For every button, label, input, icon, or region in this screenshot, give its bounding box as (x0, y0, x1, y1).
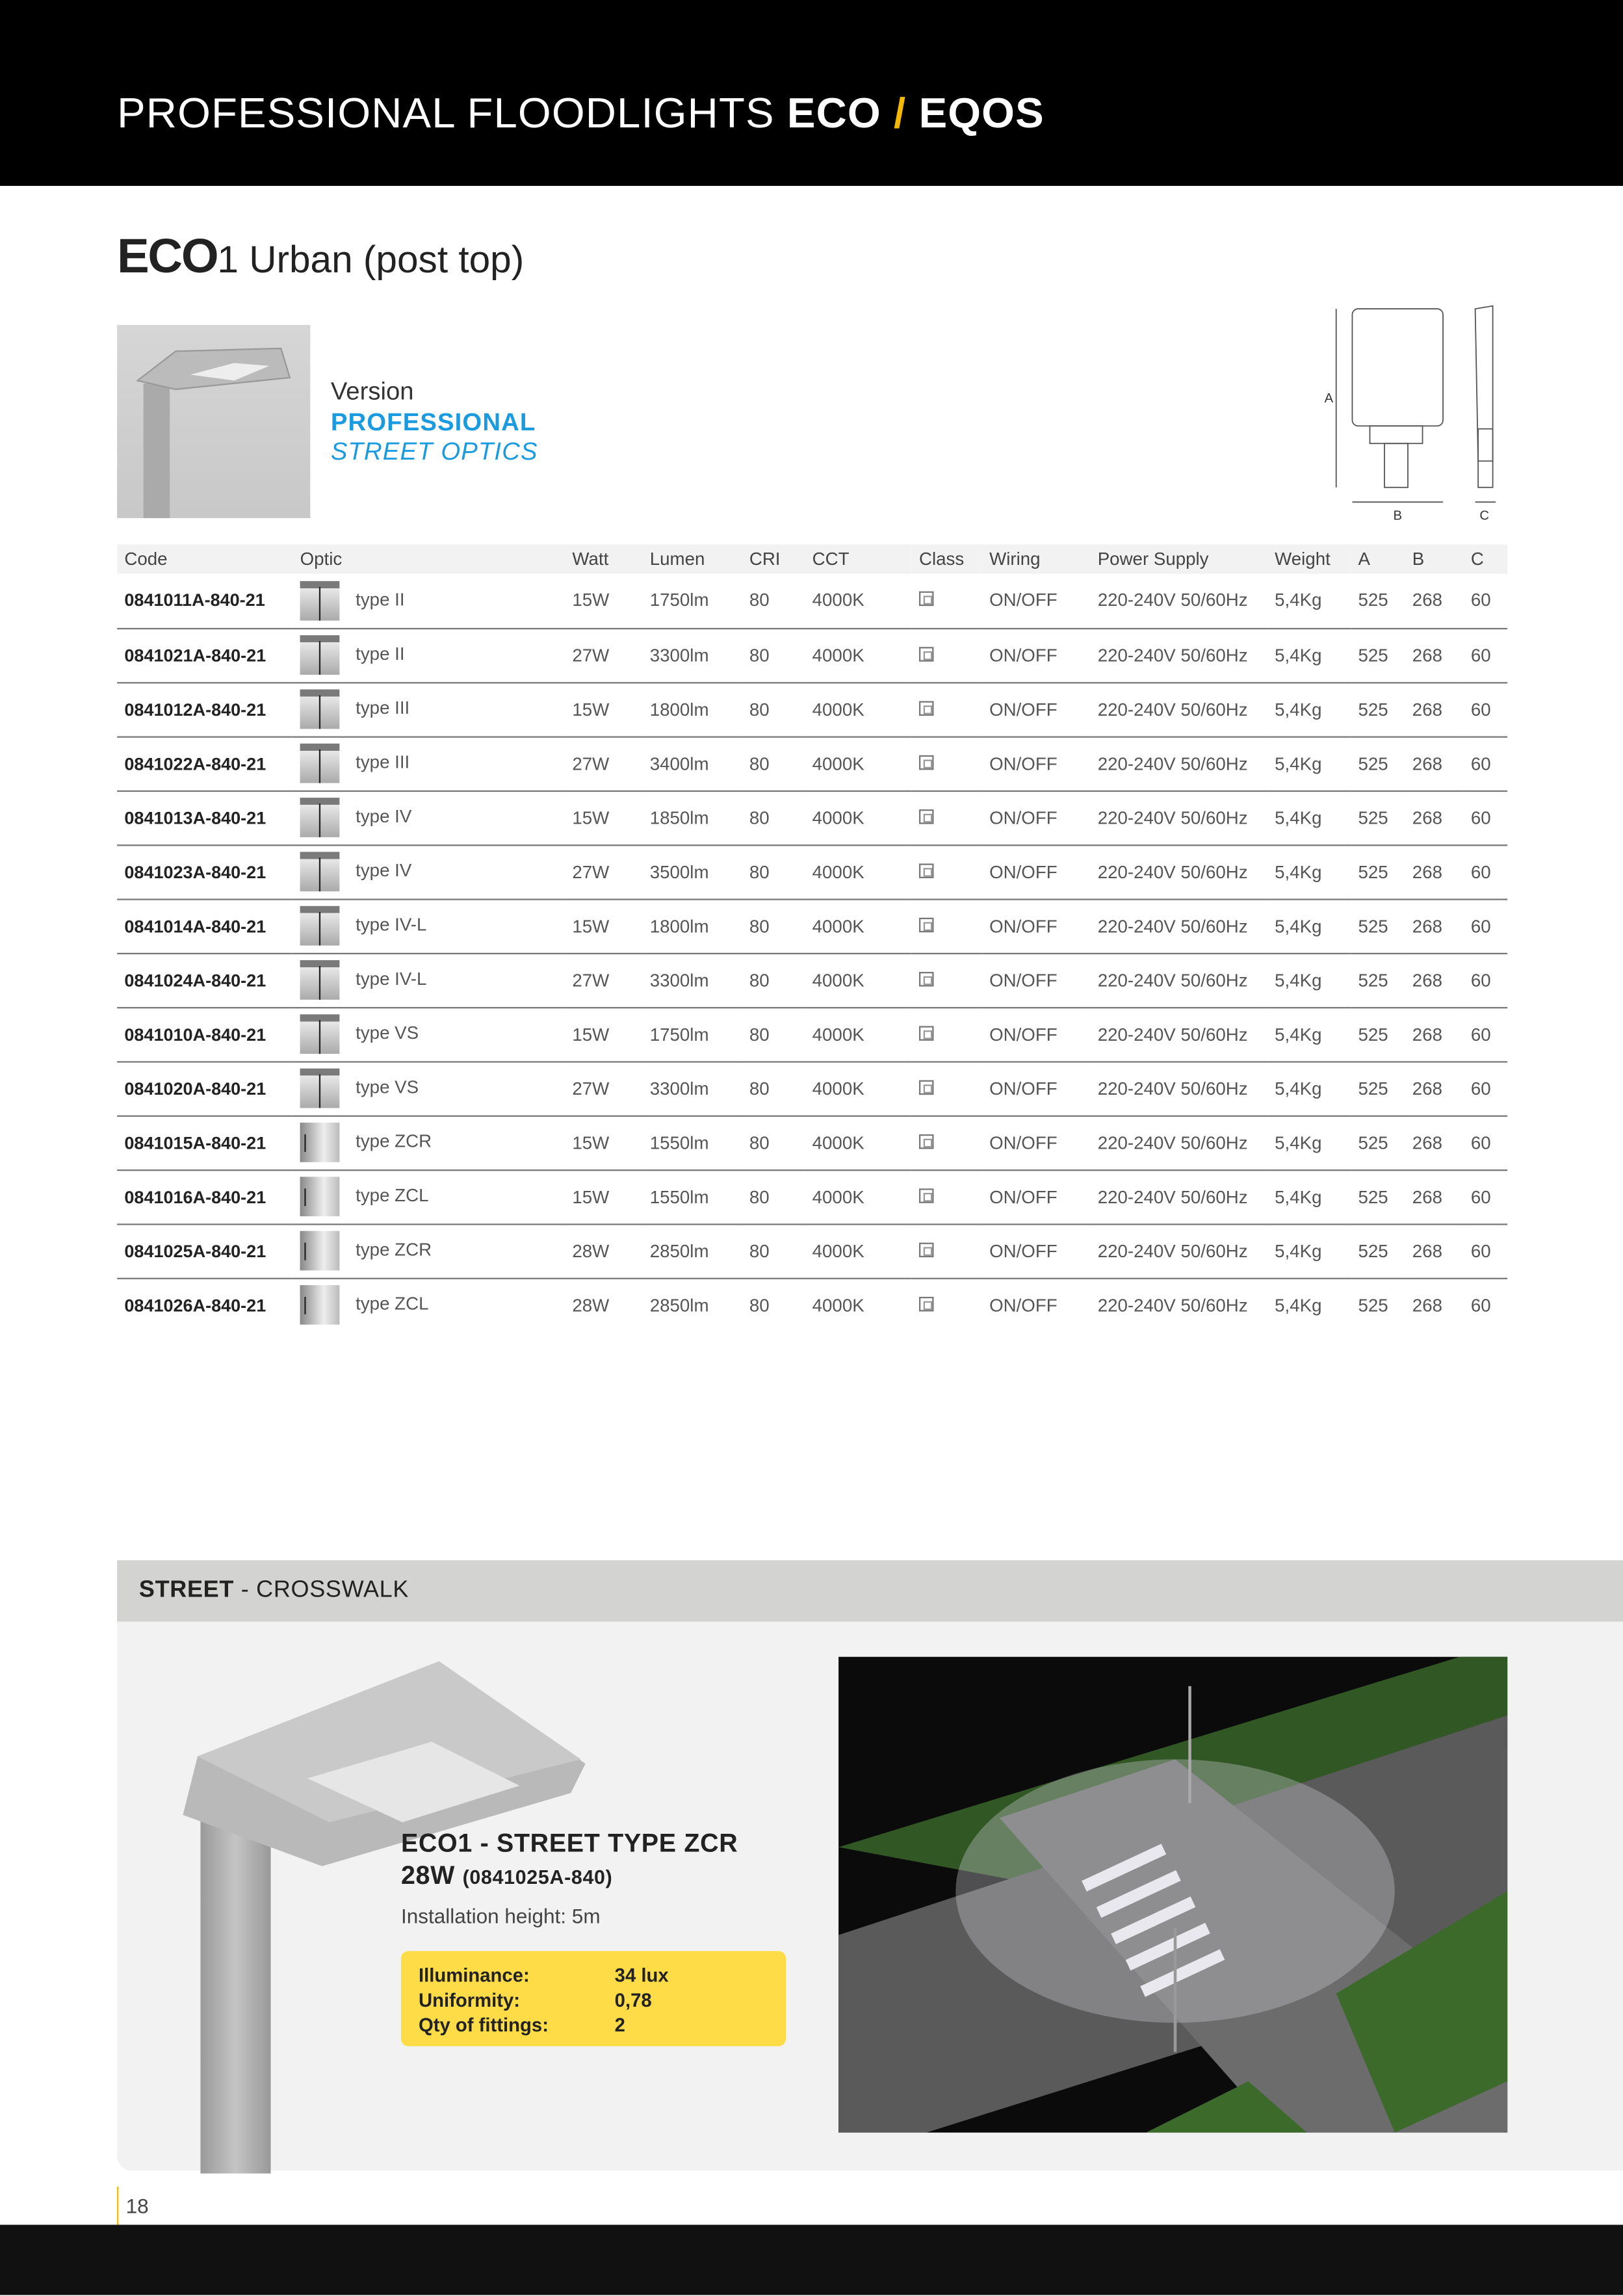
optic-icon (300, 581, 340, 620)
lumen: 3300lm (642, 953, 742, 1007)
cri: 80 (742, 737, 805, 790)
product-code: 0841010A-840-21 (117, 1007, 292, 1061)
watt: 15W (565, 1115, 642, 1169)
class-cell (912, 1115, 982, 1169)
class-ii-icon (919, 755, 934, 770)
wiring: ON/OFF (982, 1007, 1091, 1061)
optic-cell (292, 1278, 565, 1332)
stat-qty: Qty of fittings: 2 (418, 2014, 625, 2036)
optic-icon (300, 960, 340, 1000)
watt: 27W (565, 953, 642, 1007)
dimension-drawing (1314, 300, 1512, 534)
optic-label: type ZCL (356, 1185, 429, 1206)
cri: 80 (742, 898, 805, 952)
column-header: Power Supply (1090, 545, 1267, 574)
dim-a: 525 (1351, 953, 1405, 1007)
wiring: ON/OFF (982, 682, 1091, 736)
lighting-stats-box (401, 1951, 786, 2046)
optic-icon (300, 744, 340, 783)
dim-c: 60 (1464, 844, 1508, 898)
class-cell (912, 1169, 982, 1223)
column-header: Lumen (642, 545, 742, 574)
product-code: 0841015A-840-21 (117, 1115, 292, 1169)
dim-a: 525 (1351, 1007, 1405, 1061)
dim-c: 60 (1464, 1169, 1508, 1223)
class-ii-icon (919, 592, 934, 607)
wiring: ON/OFF (982, 737, 1091, 790)
product-title: ECO1 Urban (post top) (117, 228, 525, 283)
class-cell (912, 1278, 982, 1332)
dim-c: 60 (1464, 628, 1508, 682)
wiring: ON/OFF (982, 790, 1091, 844)
optic-cell (292, 682, 565, 736)
optic-label: type IV-L (356, 968, 427, 989)
dim-c: 60 (1464, 1115, 1508, 1169)
dim-c: 60 (1464, 737, 1508, 790)
wiring: ON/OFF (982, 1061, 1091, 1115)
dim-a: 525 (1351, 1061, 1405, 1115)
power-supply: 220-240V 50/60Hz (1090, 844, 1267, 898)
dim-b: 268 (1412, 1295, 1443, 1316)
cri: 80 (742, 1061, 805, 1115)
product-code: 0841022A-840-21 (117, 737, 292, 790)
optic-icon (300, 1069, 340, 1108)
column-header: Wiring (982, 545, 1091, 574)
cri: 80 (742, 682, 805, 736)
class-cell (912, 898, 982, 952)
product-code: 0841016A-840-21 (117, 1169, 292, 1223)
table-row (117, 682, 1507, 736)
product-code: 0841013A-840-21 (117, 790, 292, 844)
optic-cell (292, 1169, 565, 1223)
watt: 15W (565, 1007, 642, 1061)
crosswalk-render (838, 1657, 1507, 2133)
dim-a: 525 (1351, 790, 1405, 844)
dim-c: 60 (1464, 1007, 1508, 1061)
dim-a: 525 (1351, 1169, 1405, 1223)
dim-b: 268 (1405, 1115, 1464, 1169)
watt: 15W (565, 898, 642, 952)
lumen: 2850lm (642, 1223, 742, 1277)
optic-cell (292, 1115, 565, 1169)
lumen: 1750lm (642, 1007, 742, 1061)
optic-icon (300, 798, 340, 837)
page-number: 18 (117, 2187, 149, 2225)
product-code: 0841020A-840-21 (117, 1061, 292, 1115)
watt: 27W (565, 628, 642, 682)
table-row (117, 844, 1507, 898)
cct: 4000K (805, 844, 911, 898)
table-row (117, 628, 1507, 682)
product-code: 0841012A-840-21 (117, 682, 292, 736)
example-title: ECO1 - STREET TYPE ZCR 28W (0841025A-840) (400, 1828, 738, 1890)
weight: 5,4Kg (1267, 1169, 1351, 1223)
version-name: PROFESSIONAL (330, 408, 536, 436)
class-cell (912, 1007, 982, 1061)
watt: 27W (565, 1061, 642, 1115)
cct: 4000K (805, 628, 911, 682)
dim-b: 268 (1405, 1223, 1464, 1277)
dim-b: 268 (1405, 1061, 1464, 1115)
lumen: 1800lm (642, 682, 742, 736)
product-code: 0841025A-840-21 (117, 1223, 292, 1277)
class-cell (912, 1061, 982, 1115)
table-row (117, 574, 1507, 628)
optic-label: type II (356, 644, 405, 664)
column-header: Watt (565, 545, 642, 574)
column-header: CRI (742, 545, 805, 574)
dim-c: 60 (1464, 953, 1508, 1007)
table-row (117, 1061, 1507, 1115)
power-supply: 220-240V 50/60Hz (1090, 682, 1267, 736)
class-cell (912, 628, 982, 682)
column-header: A (1351, 545, 1405, 574)
dim-c: 60 (1464, 574, 1508, 628)
dim-c: 60 (1470, 1295, 1491, 1316)
dim-a: 525 (1351, 574, 1405, 628)
watt: 28W (572, 1295, 610, 1316)
cct: 4000K (805, 1007, 911, 1061)
spec-table (117, 545, 1507, 1332)
optic-cell (292, 1061, 565, 1115)
wiring: ON/OFF (982, 628, 1091, 682)
dim-a: 525 (1351, 844, 1405, 898)
wiring: ON/OFF (982, 574, 1091, 628)
lumen: 1850lm (642, 790, 742, 844)
lumen: 3300lm (642, 628, 742, 682)
optic-icon (300, 1285, 340, 1325)
optic-cell (292, 737, 565, 790)
cct: 4000K (805, 1169, 911, 1223)
dim-c: 60 (1464, 790, 1508, 844)
power-supply: 220-240V 50/60Hz (1090, 737, 1267, 790)
weight: 5,4Kg (1267, 1115, 1351, 1169)
weight: 5,4Kg (1267, 1007, 1351, 1061)
optic-label: type IV (356, 806, 412, 827)
watt: 15W (565, 574, 642, 628)
cct: 4000K (805, 737, 911, 790)
optic-icon (300, 1014, 340, 1054)
weight: 5,4Kg (1267, 574, 1351, 628)
table-row (117, 1223, 1507, 1277)
weight: 5,4Kg (1267, 953, 1351, 1007)
cri: 80 (742, 1223, 805, 1277)
class-ii-icon (919, 646, 934, 661)
cct: 4000K (805, 682, 911, 736)
optic-cell (292, 1223, 565, 1277)
optic-icon (300, 635, 340, 675)
dim-b: 268 (1405, 898, 1464, 952)
class-cell (912, 737, 982, 790)
optic-label: type ZCR (356, 1130, 432, 1152)
dim-c: 60 (1464, 1061, 1508, 1115)
class-cell (912, 574, 982, 628)
dim-b: 268 (1405, 1169, 1464, 1223)
lumen: 1550lm (642, 1169, 742, 1223)
page-header-title: PROFESSIONAL FLOODLIGHTS ECO / EQOS (117, 90, 1045, 138)
optic-icon (300, 690, 340, 729)
dim-b: 268 (1405, 953, 1464, 1007)
optic-cell (292, 574, 565, 628)
optic-cell (292, 790, 565, 844)
dim-b: 268 (1405, 737, 1464, 790)
watt: 27W (565, 844, 642, 898)
weight: 5,4Kg (1267, 790, 1351, 844)
dim-b: 268 (1405, 844, 1464, 898)
cct: 4000K (805, 1223, 911, 1277)
optic-label: type ZCL (356, 1294, 429, 1314)
table-row (117, 790, 1507, 844)
example-band-title: STREET - CROSSWALK (138, 1578, 409, 1603)
lumen: 2850lm (649, 1295, 709, 1316)
class-cell (912, 790, 982, 844)
cri: 80 (742, 1115, 805, 1169)
product-code: 0841011A-840-21 (117, 574, 292, 628)
lumen: 3500lm (642, 844, 742, 898)
page-footer (0, 2224, 1623, 2295)
cct: 4000K (805, 1061, 911, 1115)
power-supply: 220-240V 50/60Hz (1090, 898, 1267, 952)
dim-c: 60 (1464, 898, 1508, 952)
lumen: 3300lm (642, 1061, 742, 1115)
table-header (117, 545, 1507, 574)
weight: 5,4Kg (1267, 898, 1351, 952)
lumen: 1800lm (642, 898, 742, 952)
cri: 80 (742, 628, 805, 682)
power-supply: 220-240V 50/60Hz (1090, 790, 1267, 844)
dim-a: 525 (1351, 1115, 1405, 1169)
dim-b: 268 (1405, 628, 1464, 682)
dim-a: 525 (1351, 1223, 1405, 1277)
version-label: Version (330, 377, 414, 406)
power-supply: 220-240V 50/60Hz (1090, 1169, 1267, 1223)
table-row (117, 1007, 1507, 1061)
class-ii-icon (919, 917, 934, 932)
class-ii-icon (919, 1188, 934, 1203)
product-code: 0841024A-840-21 (117, 953, 292, 1007)
cct: 4000K (805, 898, 911, 952)
cct: 4000K (812, 1295, 864, 1316)
dim-a: 525 (1351, 737, 1405, 790)
product-code: 0841023A-840-21 (117, 844, 292, 898)
watt: 15W (565, 682, 642, 736)
dim-b: 268 (1405, 574, 1464, 628)
wiring: ON/OFF (982, 953, 1091, 1007)
weight: 5,4Kg (1267, 1061, 1351, 1115)
cct: 4000K (805, 790, 911, 844)
lumen: 1750lm (642, 574, 742, 628)
table-row (117, 1169, 1507, 1223)
table-row (117, 1278, 1507, 1332)
class-ii-icon (919, 809, 934, 824)
dim-b-label: B (1393, 508, 1403, 523)
dim-b: 268 (1405, 790, 1464, 844)
column-header: Class (912, 545, 982, 574)
wiring: ON/OFF (982, 1169, 1091, 1223)
optic-cell (292, 953, 565, 1007)
weight: 5,4Kg (1267, 1223, 1351, 1277)
weight: 5,4Kg (1267, 737, 1351, 790)
stat-uniformity: Uniformity: 0,78 (418, 1989, 652, 2011)
optic-cell (292, 628, 565, 682)
dim-a: 525 (1351, 682, 1405, 736)
dim-a-label: A (1324, 391, 1334, 406)
product-code: 0841026A-840-21 (124, 1295, 266, 1316)
optic-cell (292, 844, 565, 898)
stat-illuminance: Illuminance: 34 lux (418, 1964, 669, 1987)
dim-c-label: C (1479, 508, 1489, 523)
cri: 80 (742, 844, 805, 898)
table-row (117, 737, 1507, 790)
lumen: 3400lm (642, 737, 742, 790)
cct: 4000K (805, 953, 911, 1007)
dim-c: 60 (1464, 1223, 1508, 1277)
power-supply: 220-240V 50/60Hz (1090, 1115, 1267, 1169)
table-row (117, 898, 1507, 952)
table-row (117, 953, 1507, 1007)
weight: 5,4Kg (1267, 628, 1351, 682)
column-header: Weight (1267, 545, 1351, 574)
power-supply: 220-240V 50/60Hz (1090, 574, 1267, 628)
lumen: 1550lm (642, 1115, 742, 1169)
optic-icon (300, 1231, 340, 1271)
wiring: ON/OFF (982, 844, 1091, 898)
table-row (117, 1115, 1507, 1169)
class-ii-icon (919, 863, 934, 878)
dim-a: 525 (1351, 628, 1405, 682)
weight: 5,4Kg (1267, 682, 1351, 736)
class-ii-icon (919, 700, 934, 715)
optic-icon (300, 906, 340, 946)
power-supply: 220-240V 50/60Hz (1097, 1295, 1248, 1316)
wiring: ON/OFF (982, 1115, 1091, 1169)
class-ii-icon (919, 1242, 934, 1257)
product-thumbnail (117, 325, 310, 518)
class-ii-icon (919, 1025, 934, 1040)
version-block (331, 378, 538, 467)
product-code: 0841014A-840-21 (117, 898, 292, 952)
optic-icon (300, 852, 340, 891)
installation-height: Installation height: 5m (400, 1904, 601, 1928)
power-supply: 220-240V 50/60Hz (1090, 1223, 1267, 1277)
wiring: ON/OFF (989, 1295, 1058, 1316)
product-code: 0841021A-840-21 (117, 628, 292, 682)
weight: 5,4Kg (1267, 844, 1351, 898)
dim-a: 525 (1358, 1295, 1388, 1316)
optic-label: type II (356, 589, 405, 610)
optic-icon (300, 1177, 340, 1216)
watt: 15W (565, 1169, 642, 1223)
class-cell (912, 1223, 982, 1277)
cct: 4000K (805, 1115, 911, 1169)
column-header: CCT (805, 545, 911, 574)
optic-label: type III (356, 751, 410, 773)
optic-cell (292, 1007, 565, 1061)
version-sub: STREET OPTICS (330, 437, 538, 466)
power-supply: 220-240V 50/60Hz (1090, 1007, 1267, 1061)
dim-c: 60 (1464, 682, 1508, 736)
class-cell (912, 682, 982, 736)
optic-label: type III (356, 698, 410, 718)
optic-label: type IV-L (356, 914, 427, 935)
cri: 80 (742, 1169, 805, 1223)
optic-label: type VS (356, 1023, 419, 1043)
optic-label: type IV (356, 860, 412, 881)
class-cell (912, 844, 982, 898)
cri: 80 (742, 790, 805, 844)
column-header: Code (117, 545, 292, 574)
column-header: C (1464, 545, 1508, 574)
optic-cell (292, 898, 565, 952)
optic-label: type ZCR (356, 1239, 432, 1260)
cri: 80 (742, 574, 805, 628)
class-cell (912, 953, 982, 1007)
dim-b: 268 (1405, 682, 1464, 736)
watt: 28W (565, 1223, 642, 1277)
optic-icon (300, 1123, 340, 1162)
power-supply: 220-240V 50/60Hz (1090, 1061, 1267, 1115)
watt: 15W (565, 790, 642, 844)
class-ii-icon (919, 1296, 934, 1311)
optic-label: type VS (356, 1076, 419, 1098)
wiring: ON/OFF (982, 1223, 1091, 1277)
power-supply: 220-240V 50/60Hz (1090, 628, 1267, 682)
cri: 80 (749, 1295, 770, 1316)
power-supply: 220-240V 50/60Hz (1090, 953, 1267, 1007)
cri: 80 (742, 953, 805, 1007)
watt: 27W (565, 737, 642, 790)
weight: 5,4Kg (1275, 1295, 1322, 1316)
cct: 4000K (805, 574, 911, 628)
wiring: ON/OFF (982, 898, 1091, 952)
cri: 80 (742, 1007, 805, 1061)
column-header: B (1405, 545, 1464, 574)
column-header: Optic (292, 545, 565, 574)
class-ii-icon (919, 1080, 934, 1095)
class-ii-icon (919, 971, 934, 986)
dim-a: 525 (1351, 898, 1405, 952)
dim-b: 268 (1405, 1007, 1464, 1061)
class-ii-icon (919, 1134, 934, 1149)
